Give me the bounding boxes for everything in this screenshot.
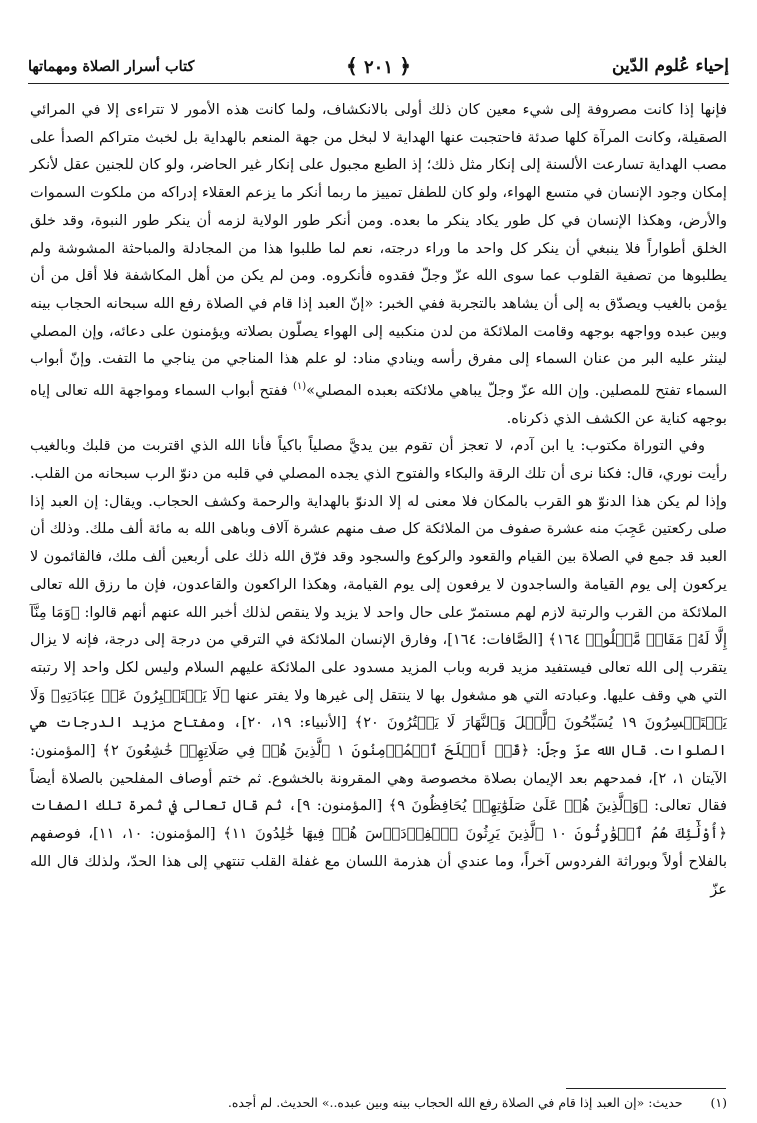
paragraph-text: فإنها إذا كانت مصروفة إلى شيء معين كان ذلك أولى بالانكشاف، ولما كانت هذه الأمور لا تتراءى إلا في المرائي الصقيلة، وكانت المرآة كلها صدئة فاحتجبت عنها الهداية لا لبخل من جهة المنعم بالهداية بل لخبث متراكم الصدأ على مصب الهداية تسارعت الألسنة إلى إنكار مثل ذلك؛ إذ الطبع مجبول على إنكار غير الحاضر، ولو كان للجنين عقل لأنكر إمكان وجود الإنسان في متسع الهواء، ولو كان للطفل تمييز ما ربما أنكر ما يزعم العقلاء إدراكه من ملكوت السموات والأرض، وهكذا الإنسان في كل طور يكاد ينكر ما بعده. ومن أنكر طور الولاية لزمه أن ينكر طور النبوة، وقد خلق الخلق أطواراً فلا ينبغي أن ينكر كل واحد ما وراء درجته، نعم لما طلبوا هذا من المجادلة والمباحثة المشوشة ولم يطلبوها من تصفية القلوب عما سوى الله عزّ وجلّ فقدوه فأنكروه. ومن لم يكن من أهل المكاشفة فلا أقل من أن يؤمن بالغيب ويصدّق به إلى أن يشاهد بالتجربة ففي الخبر: «إنّ العبد إذا قام في الصلاة رفع الله سبحانه الحجاب بينه وبين عبده وواجهه بوجهه وقامت الملائكة من لدن منكبيه إلى الهواء يصلّون بصلاته ويؤمنون على دعائه، وإن المصلي لينثر عليه البر من عنان السماء إلى مفرق رأسه وينادي مناد: لو علم هذا المناجي من يناجي ما التفت. وإنّ أبواب السماء تفتح للمصلين. وإن الله عزّ وجلّ يباهي ملائكته بعبده المصلي» [30,101,727,399]
body-text [30,96,727,903]
page-number-block [346,54,411,78]
page-number: ٢٠١ [363,57,394,78]
footnote-marker: (١) [710,1095,727,1110]
footnote-reference: (١) [292,381,307,393]
footnote-text: حديث: «إن العبد إذا قام في الصلاة رفع الله الحجاب بينه وبين عبده..» الحديث. لم أجده. [227,1095,683,1110]
paragraph [30,96,727,432]
paragraph-text-end: ففتح أبواب السماء ومواجهة الله تعالى إياه بوجهه كناية عن الكشف الذي ذكرناه. [30,381,727,427]
footnote-rule [566,1088,726,1089]
ornament-bracket-right: ﴿ [399,54,412,78]
running-header [28,52,729,82]
footnote [30,1094,727,1112]
header-rule [28,83,729,84]
paragraph: وفي التوراة مكتوب: يا ابن آدم، لا تعجز أن تقوم بين يديَّ مصلياً باكياً فأنا الله الذي اقتربت من قلبك وبالغيب رأيت نوري، قال: فكنا نرى أن تلك الرقة والبكاء والفتوح الذي يجده المصلي في قلبه من دنوّ الرب سبحانه من القلب. وإذا لم يكن هذا الدنوّ هو القرب بالمكان فلا معنى له إلا الدنوّ بالهداية والرحمة وكشف الحجاب. ويقال: إن العبد إذا صلى ركعتين عَجِبَ منه عشرة صفوف من الملائكة كل صف منهم عشرة آلاف وباهى الله به مائة ألف ملك. وذلك أن العبد قد جمع في الصلاة بين القيام والقعود والركوع والسجود وقد فرّق الله ذلك على أربعين ألف ملك، فالقائمون لا يركعون إلى يوم القيامة والساجدون لا يرفعون إلى يوم القيامة، وهكذا الراكعون والقاعدون، فإن ما رزق الله تعالى الملائكة من القرب والرتبة لازم لهم مستمرّ على حال واحد لا يزيد ولا ينقص لذلك أخبر الله عنهم أنهم قالوا: ﴿وَمَا مِنَّآ إِلَّا لَهُۥ مَقَامٞ مَّعۡلُومٞ ١٦٤﴾ [الصَّافات: ١٦٤]، وفارق الإنسان الملائكة في الترقي من درجة إلى درجة، فإنه لا يزال يتقرب إلى الله تعالى فيستفيد مزيد قربه وباب المزيد مسدود على الملائكة عليهم السلام وليس لكل واحد إلا رتبته التي هي وقف عليها. وعبادته التي هو مشغول بها لا ينتقل إلى غيرها ولا يفتر عنها ﴿لَا يَسۡتَكۡبِرُونَ عَنۡ عِبَادَتِهِۦ وَلَا يَسۡتَحۡسِرُونَ ١٩ يُسَبِّحُونَ ٱلَّيۡلَ وَٱلنَّهَارَ لَا يَفۡتُرُونَ ٢٠﴾ [الأنبياء: ١٩، ٢٠]، ومفتاح مزيد الدرجات هي الصلوات. قال الله عزّ وجلّ: ﴿قَدۡ أَفۡلَحَ ٱلۡمُؤۡمِنُونَ ١ ٱلَّذِينَ هُمۡ فِي صَلَاتِهِمۡ خَٰشِعُونَ ٢﴾ [المؤمنون: الآيتان ١، ٢]، فمدحهم بعد الإيمان بصلاة مخصوصة وهي المقرونة بالخشوع. ثم ختم أوصاف المفلحين بالصلاة أيضاً فقال تعالى: ﴿وَٱلَّذِينَ هُمۡ عَلَىٰ صَلَوَٰتِهِمۡ يُحَافِظُونَ ٩﴾ [المؤمنون: ٩]، ثم قال تعالى في ثمرة تلك الصفات ﴿أُوْلَٰٓئِكَ هُمُ ٱلۡوَٰرِثُونَ ١٠ ٱلَّذِينَ يَرِثُونَ ٱلۡفِرۡدَوۡسَ هُمۡ فِيهَا خَٰلِدُونَ ١١﴾ [المؤمنون: ١٠، ١١]، فوصفهم بالفلاح أولاً وبوراثة الفردوس آخراً، وما عندي أن هذرمة اللسان مع غفلة القلب تنتهي إلى هذا الحدّ، ولذلك قال الله عزّ [30,437,728,898]
chapter-title: كتاب أسرار الصلاة ومهماتها [28,58,195,75]
ornament-bracket-left: ﴾ [345,54,358,78]
book-title: إحياء عُلوم الدّين [612,56,729,76]
